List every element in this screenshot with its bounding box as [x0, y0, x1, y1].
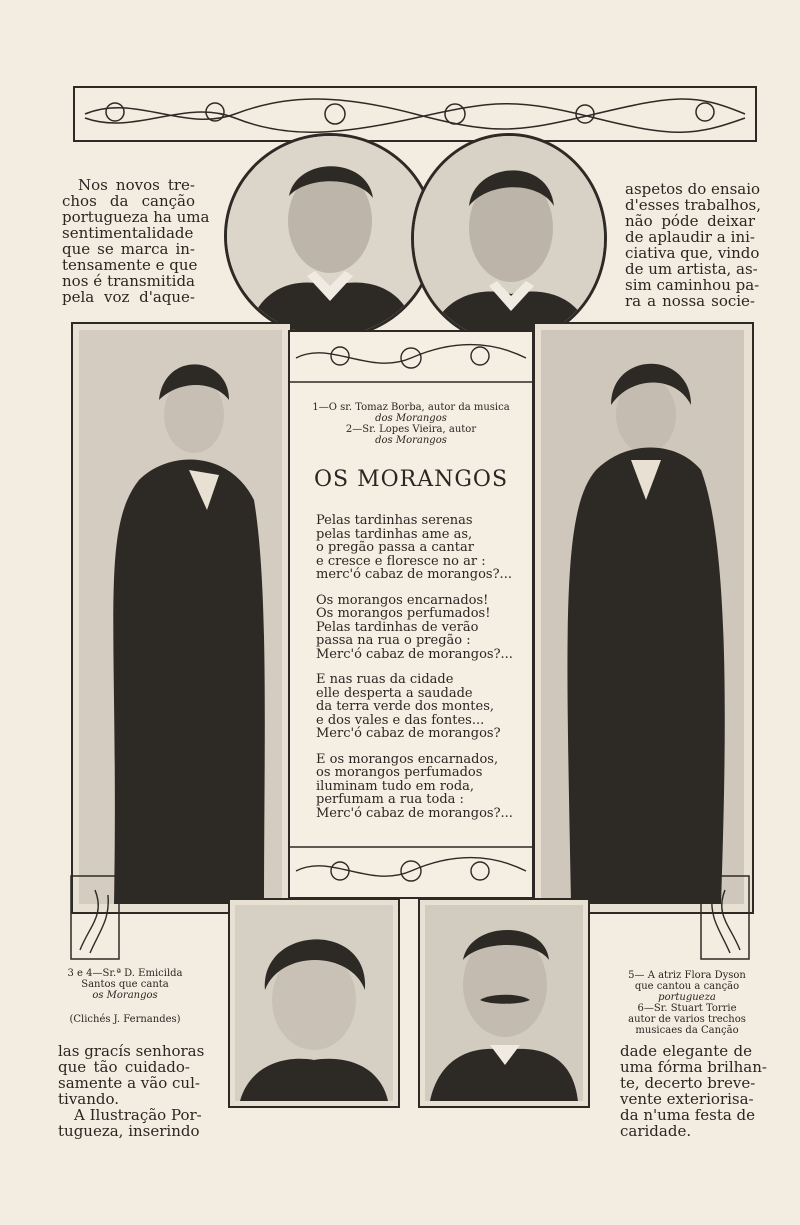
caption-line: musicaes da Canção — [635, 1025, 739, 1036]
poem-stanza — [316, 753, 526, 821]
poem-line: Merc'ó cabaz de morangos?... — [316, 646, 513, 662]
poem-stanza — [316, 514, 526, 582]
text-line: samente a vão cul- — [58, 1074, 200, 1092]
caption-line: 2—Sr. Lopes Vieira, autor — [345, 424, 477, 435]
caption-line: dos Morangos — [375, 435, 447, 446]
poem-line: Pelas tardinhas de verão — [316, 619, 479, 635]
poem-line: Merc'ó cabaz de morangos? — [316, 726, 501, 741]
poem-line: E nas ruas da cidade — [316, 672, 454, 687]
portrait-flora-dyson-frame — [533, 322, 754, 914]
portrait-stuart-torrie-frame — [418, 898, 590, 1108]
poem-line: Os morangos perfumados! — [316, 606, 491, 621]
text-line: dade elegante de — [620, 1042, 752, 1060]
caption-line: que cantou a canção — [634, 981, 740, 992]
text-line: nos é transmitida — [62, 272, 195, 290]
text-line: caridade. — [620, 1122, 692, 1140]
portrait-stuart-torrie — [425, 905, 583, 1101]
portrait-emicilda-santos-frame — [71, 322, 292, 914]
floral-ornament-icon — [75, 88, 755, 140]
text-line: tensamente e que — [62, 256, 198, 274]
portrait-emicilda-santos-closeup — [235, 905, 393, 1101]
poem-line: passa na rua o pregão : — [316, 633, 471, 648]
text-line: tivando. — [58, 1090, 120, 1108]
text-line: A Ilustração Por- — [74, 1106, 202, 1124]
text-line: d'esses trabalhos, — [625, 196, 761, 214]
text-line: Nos novos tre- — [78, 176, 195, 194]
left-intro-text — [62, 176, 210, 306]
text-line: ciativa que, vindo — [625, 244, 760, 262]
poem-title: OS MORANGOS — [313, 467, 509, 492]
caption-line: os Morangos — [92, 990, 158, 1001]
left-closing-text — [58, 1042, 205, 1140]
poem-line: elle desperta a saudade — [316, 685, 473, 701]
poem-line: E os morangos encarnados, — [316, 751, 499, 767]
poem-line: Pelas tardinhas serenas — [316, 513, 473, 528]
corner-ornament-icon — [700, 875, 750, 960]
text-line: sim caminhou pa- — [625, 276, 760, 294]
right-closing-text — [620, 1042, 767, 1140]
text-line: de um artista, as- — [625, 260, 758, 278]
floral-ornament-icon — [290, 332, 532, 384]
text-line: te, decerto breve- — [620, 1074, 756, 1092]
text-line: não póde deixar — [625, 212, 755, 230]
text-line: portugueza ha uma — [62, 208, 210, 226]
text-line: que se marca in- — [62, 240, 195, 258]
text-line: ra a nossa socie- — [625, 292, 755, 310]
corner-ornament-icon — [70, 875, 120, 960]
poem-line: Merc'ó cabaz de morangos?... — [316, 805, 513, 821]
poem-line: perfumam a rua toda : — [316, 792, 464, 807]
text-line: que tão cuidado- — [58, 1058, 190, 1076]
center-poem-panel — [288, 330, 534, 899]
poem-line: da terra verde dos montes, — [316, 699, 495, 714]
floral-ornament-icon — [290, 845, 532, 895]
poem-line: os morangos perfumados — [316, 765, 483, 780]
portrait-flora-dyson — [541, 330, 744, 904]
right-intro-text — [625, 180, 761, 310]
text-line: de aplaudir a ini- — [625, 228, 755, 246]
photo-caption-5-6 — [612, 970, 762, 1036]
text-line: tugueza, inserindo — [58, 1122, 200, 1140]
photo-credit: (Clichés J. Fernandes) — [69, 1014, 181, 1025]
poem-stanza — [316, 673, 526, 741]
poem-body — [316, 514, 526, 820]
caption-line: 3 e 4—Sr.ª D. Emicilda — [67, 968, 183, 979]
text-line: uma fórma brilhan- — [620, 1058, 767, 1076]
caption-line: dos Morangos — [375, 413, 447, 424]
text-line: las gracís senhoras — [58, 1042, 205, 1060]
poem-line: Os morangos encarnados! — [316, 592, 489, 608]
text-line: da n'uma festa de — [620, 1106, 756, 1124]
poem-line: merc'ó cabaz de morangos?... — [316, 567, 512, 582]
portrait-emicilda-santos-closeup-frame — [228, 898, 400, 1108]
portrait-lopes-vieira — [411, 133, 607, 344]
poem-line: e cresce e floresce no ar : — [316, 553, 486, 569]
portrait-tomaz-borba — [224, 133, 436, 339]
poem-line: o pregão passa a cantar — [316, 540, 474, 555]
text-line: chos da canção — [62, 192, 195, 210]
photo-caption-3-4 — [50, 968, 200, 1025]
top-ornament-banner — [73, 86, 757, 142]
text-line: sentimentalidade — [62, 224, 194, 242]
caption-line: portugueza — [658, 992, 716, 1003]
text-line: pela voz d'aque- — [62, 288, 195, 306]
text-line: vente exteriorisa- — [620, 1090, 754, 1108]
poem-line: e dos vales e das fontes... — [316, 712, 485, 728]
caption-line: 1—O sr. Tomaz Borba, autor da musica — [312, 402, 510, 413]
poem-line: pelas tardinhas ame as, — [316, 526, 473, 542]
poem-line: iluminam tudo em roda, — [316, 778, 475, 794]
caption-line: 5— A atriz Flora Dyson — [628, 970, 746, 981]
photo-caption-1-2 — [290, 402, 532, 446]
portrait-emicilda-santos — [79, 330, 282, 904]
caption-line: Santos que canta — [81, 979, 169, 990]
text-line: aspetos do ensaio — [625, 180, 761, 198]
caption-line: 6—Sr. Stuart Torrie — [637, 1003, 737, 1014]
caption-line: autor de varios trechos — [628, 1014, 746, 1025]
poem-stanza — [316, 594, 526, 662]
